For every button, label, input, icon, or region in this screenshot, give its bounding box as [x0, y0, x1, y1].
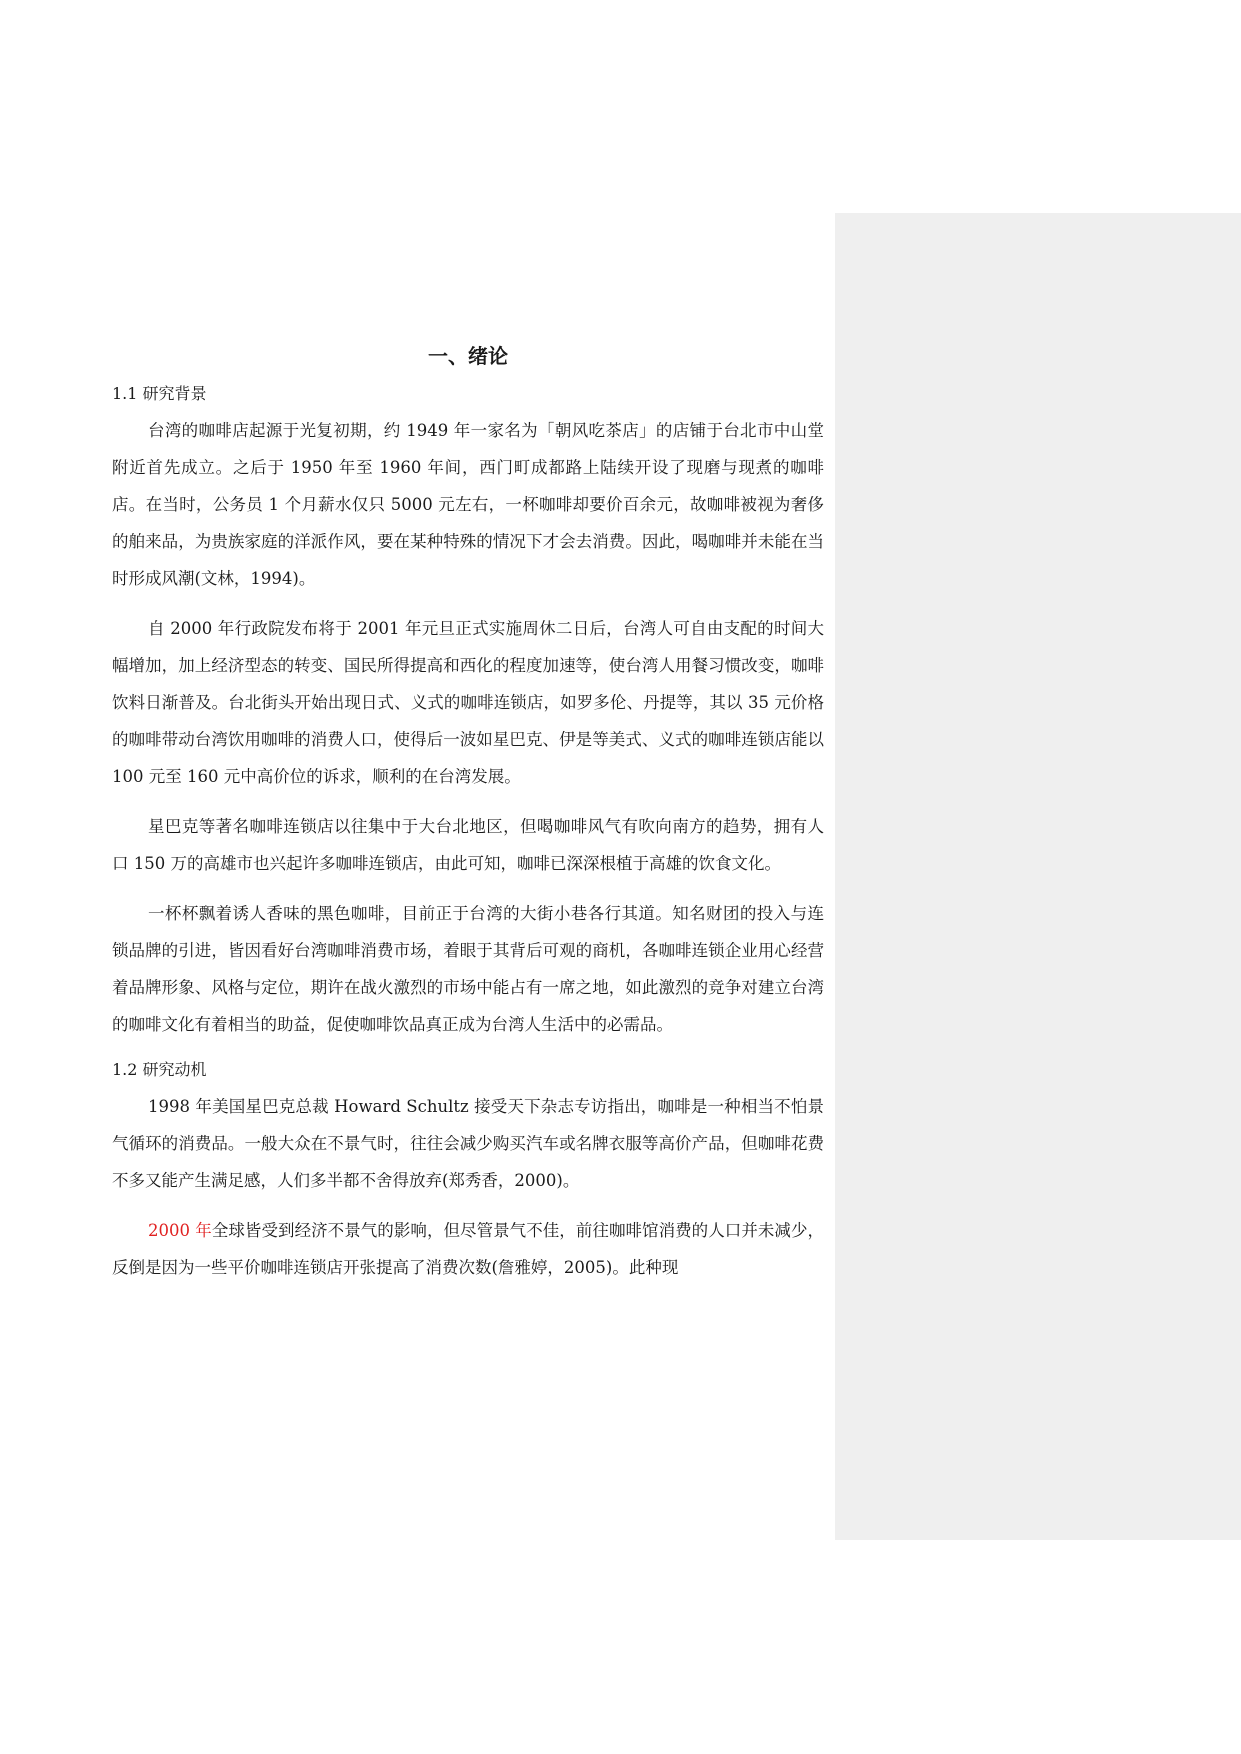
chapter-title: 一、绪论 — [428, 344, 508, 368]
highlighted-year: 2000 年 — [148, 1221, 212, 1240]
comment-margin-pane — [835, 213, 1241, 1540]
section-heading-background: 1.1 研究背景 — [112, 384, 207, 403]
paragraph-text: 全球皆受到经济不景气的影响，但尽管景气不佳，前往咖啡馆消费的人口并未减少，反倒是因为一些平价咖啡连锁店开张提高了消费次数(詹雅婷，2005)。此种现 — [112, 1221, 825, 1277]
paragraph-last — [112, 1212, 824, 1286]
section-heading-motivation: 1.2 研究动机 — [112, 1060, 207, 1079]
document-body — [112, 340, 824, 1299]
paragraph: 台湾的咖啡店起源于光复初期，约 1949 年一家名为「朝风吃茶店」的店铺于台北市中山堂附近首先成立。之后于 1950 年至 1960 年间，西门町成都路上陆续开设了现磨与现煮的咖啡店。在当时，公务员 1 个月薪水仅只 5000 元左右，一杯咖啡却要价百余元，故咖啡被视为奢侈的舶来品，为贵族家庭的洋派作风，要在某种特殊的情况下才会去消费。因此，喝咖啡并未能在当时形成风潮(文林，1994)。 — [112, 421, 824, 588]
paragraph: 星巴克等著名咖啡连锁店以往集中于大台北地区，但喝咖啡风气有吹向南方的趋势，拥有人口 150 万的高雄市也兴起许多咖啡连锁店，由此可知，咖啡已深深根植于高雄的饮食文化。 — [112, 817, 824, 873]
paragraph: 自 2000 年行政院发布将于 2001 年元旦正式实施周休二日后，台湾人可自由支配的时间大幅增加，加上经济型态的转变、国民所得提高和西化的程度加速等，使台湾人用餐习惯改变，咖啡饮料日渐普及。台北街头开始出现日式、义式的咖啡连锁店，如罗多伦、丹提等，其以 35 元价格的咖啡带动台湾饮用咖啡的消费人口，使得后一波如星巴克、伊是等美式、义式的咖啡连锁店能以 100 元至 160 元中高价位的诉求，顺利的在台湾发展。 — [112, 619, 824, 786]
paragraph: 一杯杯飘着诱人香味的黑色咖啡，目前正于台湾的大街小巷各行其道。知名财团的投入与连锁品牌的引进，皆因看好台湾咖啡消费市场，着眼于其背后可观的商机，各咖啡连锁企业用心经营着品牌形象、风格与定位，期许在战火激烈的市场中能占有一席之地，如此激烈的竞争对建立台湾的咖啡文化有着相当的助益，促使咖啡饮品真正成为台湾人生活中的必需品。 — [112, 904, 824, 1034]
paragraph: 1998 年美国星巴克总裁 Howard Schultz 接受天下杂志专访指出，咖啡是一种相当不怕景气循环的消费品。一般大众在不景气时，往往会减少购买汽车或名牌衣服等高价产品，但咖啡花费不多又能产生满足感，人们多半都不舍得放弃(郑秀香，2000)。 — [112, 1097, 824, 1190]
